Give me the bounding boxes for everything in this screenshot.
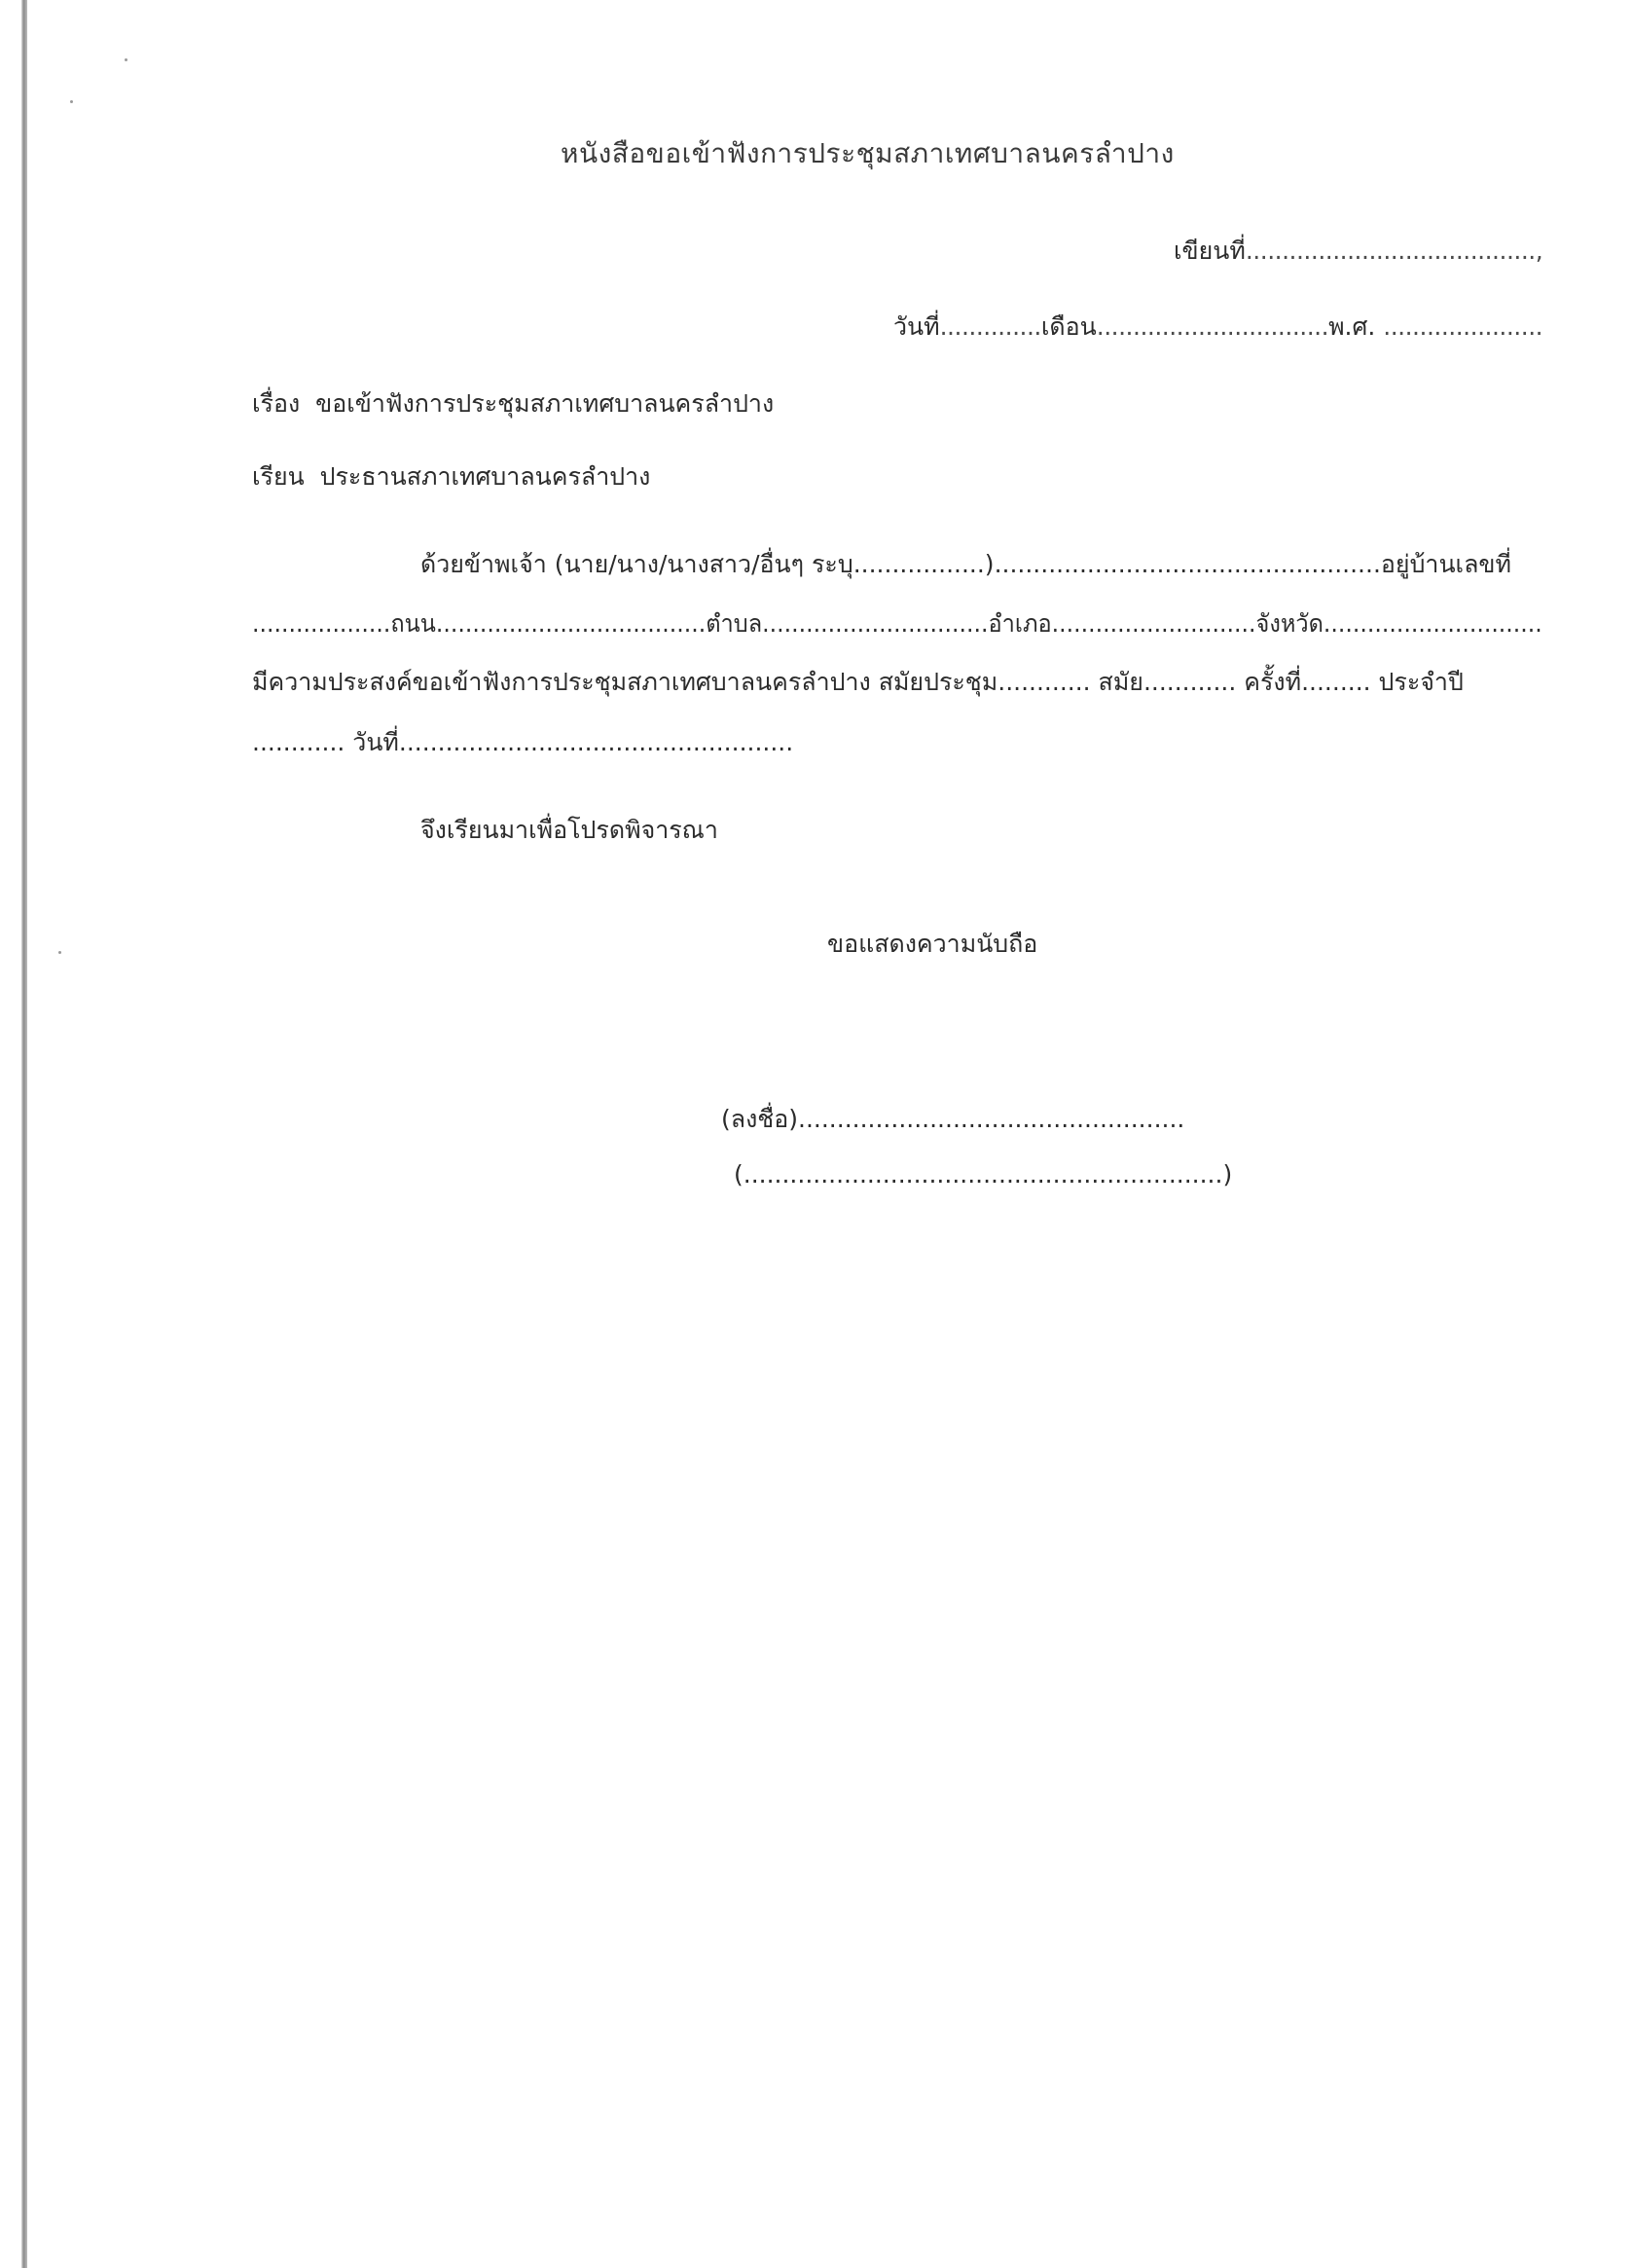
recipient-line: [252, 459, 650, 494]
scan-speck: [58, 951, 61, 954]
day-blank[interactable]: ..............: [939, 312, 1041, 341]
signature-line[interactable]: (ลงชื่อ)..................................................: [721, 1105, 1185, 1133]
request-line: จึงเรียนมาเพื่อโปรดพิจารณา: [420, 816, 718, 844]
body-line-2[interactable]: ...................ถนน.....................................ตำบล...............................อำเภอ............................จังหวัด..............................: [252, 609, 1542, 638]
written-at-line: [1174, 234, 1542, 269]
printed-name-line[interactable]: (..............................................................): [734, 1160, 1233, 1189]
document-title: หนังสือขอเข้าฟังการประชุมสภาเทศบาลนครลำปาง: [561, 137, 1175, 169]
month-blank[interactable]: ................................: [1096, 312, 1329, 341]
subject-text: ขอเข้าฟังการประชุมสภาเทศบาลนครลำปาง: [315, 389, 775, 418]
body-line-3[interactable]: มีความประสงค์ขอเข้าฟังการประชุมสภาเทศบาลนครลำปาง สมัยประชุม............ สมัย............ ครั้งที่......... ประจำปี: [252, 668, 1464, 696]
date-line: [893, 310, 1542, 345]
scan-speck: [125, 58, 127, 61]
recipient-label: เรียน: [252, 462, 305, 491]
day-label: วันที่: [893, 312, 940, 341]
body-line-1[interactable]: ด้วยข้าพเจ้า (นาย/นาง/นางสาว/อื่นๆ ระบุ.................)..................................................อยู่บ้านเลขที่: [420, 550, 1511, 578]
written-at-blank[interactable]: ........................................,: [1245, 237, 1543, 265]
scan-edge-line: [21, 0, 27, 2268]
closing-line: ขอแสดงความนับถือ: [827, 930, 1038, 958]
body-line-4[interactable]: ............ วันที่...................................................: [252, 728, 794, 756]
scan-speck: [70, 100, 73, 103]
year-blank[interactable]: ......................: [1383, 312, 1543, 341]
month-label: เดือน: [1040, 312, 1097, 341]
recipient-text: ประธานสภาเทศบาลนครลำปาง: [319, 462, 651, 491]
subject-line: [252, 386, 774, 421]
written-at-label: เขียนที่: [1174, 237, 1246, 265]
year-label: พ.ศ.: [1328, 312, 1376, 341]
subject-label: เรื่อง: [252, 389, 301, 418]
